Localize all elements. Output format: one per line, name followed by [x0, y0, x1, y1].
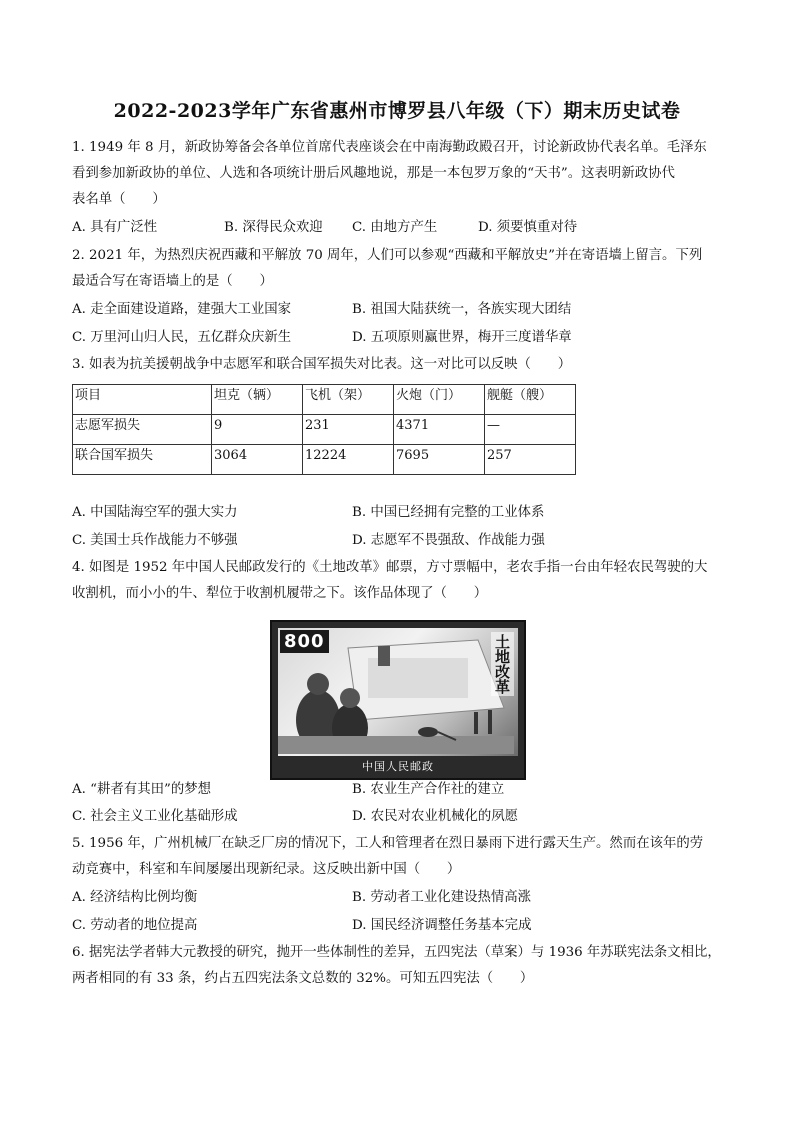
q5-stem-line-1: 5. 1956 年，广州机械厂在缺乏厂房的情况下，工人和管理者在烈日暴雨下进行露天生产。然而在该年的劳	[72, 836, 704, 851]
q1-option-b: B. 深得民众欢迎	[224, 220, 323, 235]
table-cell: 3064	[212, 445, 303, 475]
q1-stem-line-1: 1. 1949 年 8 月，新政协筹备会各单位首席代表座谈会在中南海勤政殿召开，讨论新政协代表名单。毛泽东	[72, 140, 707, 155]
q1-option-d: D. 须要慎重对待	[478, 220, 578, 235]
q5-option-b: B. 劳动者工业化建设热情高涨	[352, 890, 532, 905]
losses-table	[72, 384, 576, 475]
q2-stem-line-1: 2. 2021 年，为热烈庆祝西藏和平解放 70 周年，人们可以参观“西藏和平解放史”并在寄语墙上留言。下列	[72, 248, 703, 263]
q2-option-b: B. 祖国大陆获统一，各族实现大团结	[352, 302, 572, 317]
q3-option-c: C. 美国士兵作战能力不够强	[72, 533, 238, 548]
stamp-title: 土地改革	[491, 632, 514, 696]
table-header-cell: 坦克（辆）	[212, 385, 303, 415]
stamp-denomination: 800	[280, 630, 329, 653]
q4-option-c: C. 社会主义工业化基础形成	[72, 809, 238, 824]
q3-option-a: A. 中国陆海空军的强大实力	[72, 505, 238, 520]
page-title: 2022-2023学年广东省惠州市博罗县八年级（下）期末历史试卷	[113, 100, 681, 122]
table-header-cell: 舰艇（艘）	[485, 385, 576, 415]
table-cell: 志愿军损失	[73, 415, 212, 445]
table-cell: 12224	[303, 445, 394, 475]
q6-stem-line-1: 6. 据宪法学者韩大元教授的研究，抛开一些体制性的差异，五四宪法（草案）与 1936 年苏联宪法条文相比，	[72, 945, 721, 960]
table-cell: —	[485, 415, 576, 445]
q1-stem-line-2: 看到参加新政协的单位、人选和各项统计册后风趣地说，那是一本包罗万象的“天书”。这表明新政协代	[72, 166, 675, 181]
table-header-cell: 飞机（架）	[303, 385, 394, 415]
q1-stem-line-3: 表名单（ ）	[72, 192, 166, 207]
table-cell: 231	[303, 415, 394, 445]
table-row	[73, 415, 576, 445]
q4-option-d: D. 农民对农业机械化的夙愿	[352, 809, 519, 824]
q5-option-c: C. 劳动者的地位提高	[72, 918, 198, 933]
q1-option-c: C. 由地方产生	[352, 220, 438, 235]
q3-option-b: B. 中国已经拥有完整的工业体系	[352, 505, 545, 520]
table-cell: 4371	[394, 415, 485, 445]
stamp-footer: 中国人民邮政	[362, 760, 434, 773]
q2-option-d: D. 五项原则赢世界，梅开三度谱华章	[352, 330, 572, 345]
table-cell: 联合国军损失	[73, 445, 212, 475]
q1-option-a: A. 具有广泛性	[72, 220, 158, 235]
q2-option-a: A. 走全面建设道路，建强大工业国家	[72, 302, 292, 317]
q6-stem-line-2: 两者相同的有 33 条，约占五四宪法条文总数的 32%。可知五四宪法（ ）	[72, 971, 534, 986]
land-reform-stamp-image	[270, 620, 526, 780]
q2-option-c: C. 万里河山归人民，五亿群众庆新生	[72, 330, 292, 345]
table-cell: 9	[212, 415, 303, 445]
table-cell: 7695	[394, 445, 485, 475]
table-cell: 257	[485, 445, 576, 475]
table-header-cell: 火炮（门）	[394, 385, 485, 415]
table-row	[73, 445, 576, 475]
q2-stem-line-2: 最适合写在寄语墙上的是（ ）	[72, 274, 273, 289]
q3-stem-line-1: 3. 如表为抗美援朝战争中志愿军和联合国军损失对比表。这一对比可以反映（ ）	[72, 357, 572, 372]
q5-option-d: D. 国民经济调整任务基本完成	[352, 918, 532, 933]
q4-stem-line-1: 4. 如图是 1952 年中国人民邮政发行的《土地改革》邮票，方寸票幅中，老农手指一台由年轻农民驾驶的大	[72, 560, 708, 575]
table-header-cell: 项目	[73, 385, 212, 415]
q5-stem-line-2: 动竞赛中，科室和车间屡屡出现新纪录。这反映出新中国（ ）	[72, 862, 461, 877]
q4-option-a: A. “耕者有其田”的梦想	[72, 782, 211, 797]
q3-option-d: D. 志愿军不畏强敌、作战能力强	[352, 533, 545, 548]
q5-option-a: A. 经济结构比例均衡	[72, 890, 198, 905]
table-header-row	[73, 385, 576, 415]
q4-option-b: B. 农业生产合作社的建立	[352, 782, 505, 797]
q4-stem-line-2: 收割机，而小小的牛、犁位于收割机履带之下。该作品体现了（ ）	[72, 586, 488, 601]
